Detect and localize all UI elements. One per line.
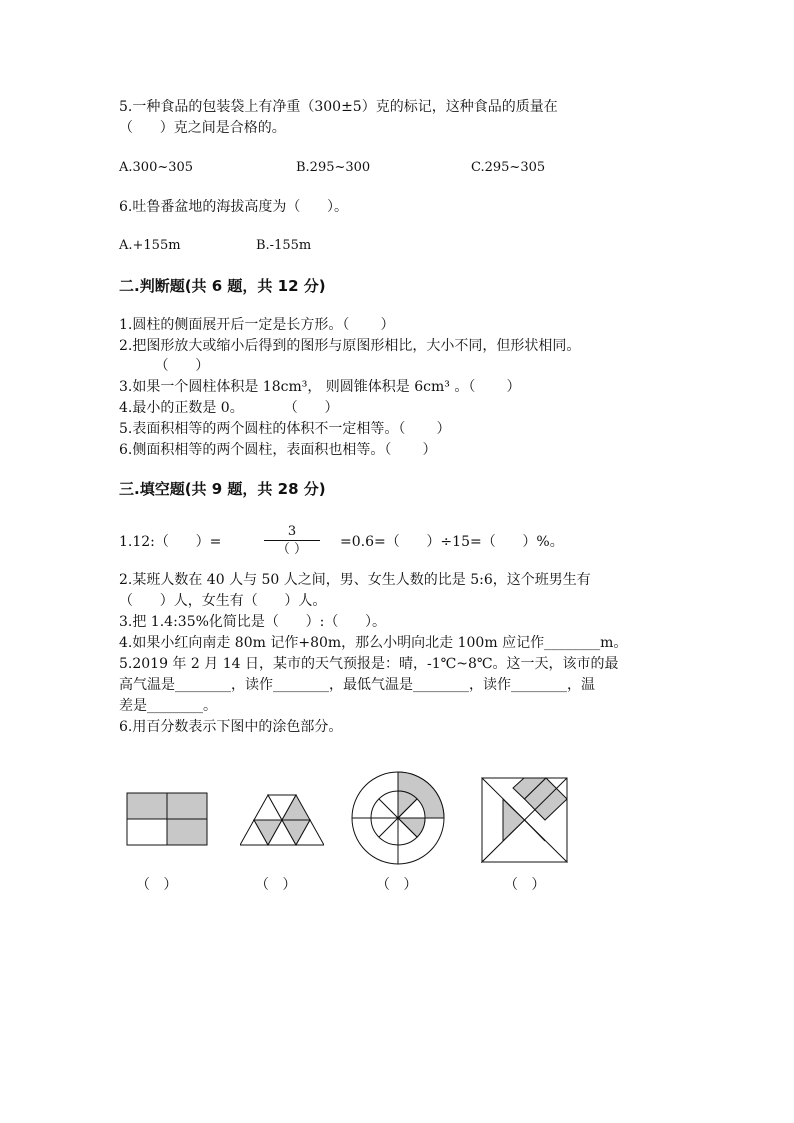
figure-answer-3: （ ） — [376, 877, 418, 893]
fill-q4: 4.如果小红向南走 80m 记作+80m，那么小明向北走 100m 应记作________m。 — [119, 635, 628, 651]
rect-cell-top-left — [127, 793, 167, 819]
rect-cell-bottom-right — [167, 819, 207, 845]
figure-rectangle-grid — [126, 792, 208, 846]
choice-q6-option-a: A.+155m — [119, 238, 181, 253]
fill-q1-right: =0.6=（ ）÷15=（ ）%。 — [340, 534, 564, 550]
judge-item-1: 1.圆柱的侧面展开后一定是长方形。（ ） — [119, 317, 395, 333]
rect-cell-top-right — [167, 793, 207, 819]
judge-item-3: 3.如果一个圆柱体积是 18cm³， 则圆锥体积是 6cm³ 。（ ） — [119, 379, 521, 395]
fill-q3: 3.把 1.4:35%化简比是（ ）:（ ）。 — [119, 614, 387, 630]
judge-item-6: 6.侧面积相等的两个圆柱，表面积也相等。（ ） — [119, 442, 437, 458]
fill-q2-line2: （ ）人，女生有（ ）人。 — [119, 593, 327, 609]
figure-circle-sectors — [351, 771, 445, 865]
fraction-numerator: 3 — [287, 524, 297, 539]
figure-answer-4: （ ） — [504, 877, 546, 893]
fraction-bar — [264, 540, 320, 541]
figure-triangle-trapezoid — [240, 794, 324, 846]
judge-item-5: 5.表面积相等的两个圆柱的体积不一定相等。（ ） — [119, 421, 451, 437]
fill-q2-line1: 2.某班人数在 40 人与 50 人之间，男、女生人数的比是 5:6，这个班男生有 — [119, 572, 591, 588]
rect-cell-bottom-left — [127, 819, 167, 845]
fill-q1-fraction — [264, 524, 320, 557]
figure-answer-2: （ ） — [255, 877, 297, 893]
choice-q5-line1: 5.一种食品的包装袋上有净重（300±5）克的标记，这种食品的质量在 — [119, 99, 558, 115]
fill-q5-line2: 高气温是________，读作________，最低气温是________，读作________，温 — [119, 677, 595, 693]
fraction-denominator: （ ） — [276, 542, 308, 557]
fill-q5-line3: 差是________。 — [119, 698, 217, 714]
judge-item-2: 2.把图形放大或缩小后得到的图形与原图形相比，大小不同，但形状相同。 — [119, 338, 581, 354]
figure-tangram-square — [481, 777, 569, 863]
figure-answer-1: （ ） — [136, 877, 178, 893]
choice-q5-option-b: B.295~300 — [296, 160, 371, 175]
choice-q5-line2: （ ）克之间是合格的。 — [119, 120, 286, 136]
judge-item-4: 4.最小的正数是 0。 （ ） — [119, 400, 339, 416]
choice-q6-line1: 6.吐鲁番盆地的海拔高度为（ ）。 — [119, 199, 349, 215]
section2-heading: 二.判断题(共 6 题，共 12 分) — [119, 277, 326, 295]
fill-q6: 6.用百分数表示下图中的涂色部分。 — [119, 719, 343, 735]
fill-q1-left: 1.12:（ ）= — [119, 534, 222, 550]
choice-q5-option-c: C.295~305 — [471, 160, 546, 175]
section3-heading: 三.填空题(共 9 题，共 28 分) — [119, 480, 326, 498]
judge-item-2-paren: （ ） — [119, 358, 210, 374]
choice-q5-option-a: A.300~305 — [119, 160, 194, 175]
choice-q6-option-b: B.-155m — [256, 238, 312, 253]
fill-q5-line1: 5.2019 年 2 月 14 日，某市的天气预报是：晴，-1℃~8℃。这一天，该市的最 — [119, 656, 619, 672]
